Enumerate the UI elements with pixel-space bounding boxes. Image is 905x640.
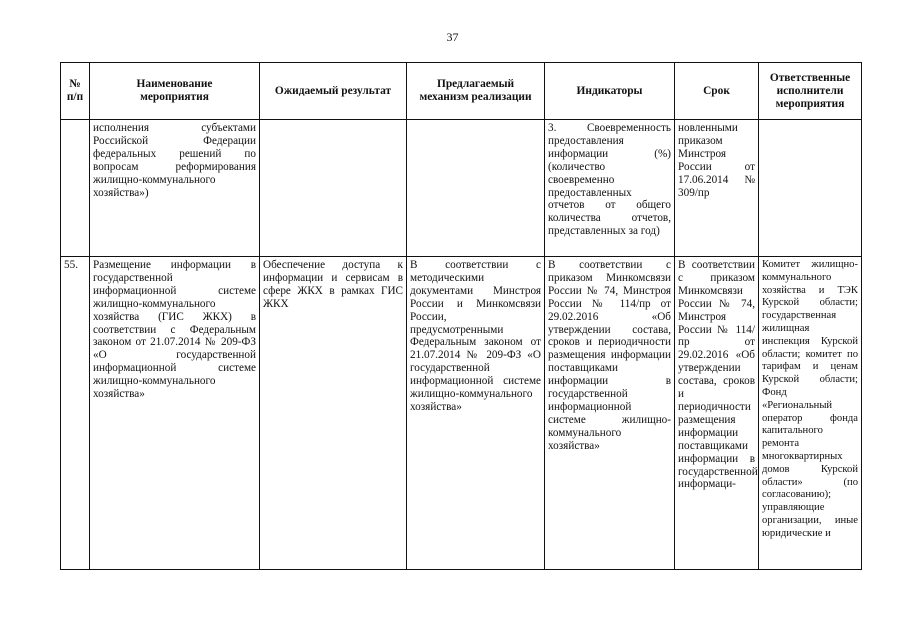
row-number: 55. <box>61 257 90 570</box>
header-indicators: Индикаторы <box>545 63 675 120</box>
row-indicators: 3. Своевременность предоставления информации (%) (количество своевременно предоставленных отчетов от общего количества отчетов, представленных за год) <box>545 120 675 257</box>
header-result: Ожидаемый результат <box>260 63 407 120</box>
header-term: Срок <box>675 63 759 120</box>
page-number: 37 <box>446 30 459 44</box>
row-name: Размещение информации в государственной информационной системе жилищно-коммунального хозяйства (ГИС ЖКХ) в соответствии с Федеральным законом от 21.07.2014 № 209-ФЗ «О государственной информационной системе жилищно-коммунального хозяйства» <box>90 257 260 570</box>
row-responsible <box>759 120 862 257</box>
row-mechanism: В соответствии с методическими документами Минстроя России и Минкомсвязи России, предусмотренными Федеральным законом от 21.07.2014 № 209-ФЗ «О государственной информационной системе жилищно-коммунального хозяйства» <box>407 257 545 570</box>
row-number <box>61 120 90 257</box>
table-row <box>61 257 862 570</box>
row-term: В соответствии с приказом Минкомсвязи России № 74, Минстроя России № 114/пр от 29.02.2016 «Об утверждении состава, сроков и периодичности размещения информации поставщиками информации в государственной информаци- <box>675 257 759 570</box>
measures-table <box>60 62 862 570</box>
table-row <box>61 120 862 257</box>
row-indicators: В соответствии с приказом Минкомсвязи России № 74, Минстроя России № 114/пр от 29.02.2016 «Об утверждении состава, сроков и периодичности размещения информации поставщиками информации в государственной информационной системе жилищно-коммунального хозяйства» <box>545 257 675 570</box>
table-header-row <box>61 63 862 120</box>
header-mechanism: Предлагаемый механизм реализации <box>407 63 545 120</box>
header-responsible: Ответственные исполнители мероприятия <box>759 63 862 120</box>
header-number: № п/п <box>61 63 90 120</box>
row-term: новленными приказом Минстроя России от 17.06.2014 № 309/пр <box>675 120 759 257</box>
row-result <box>260 120 407 257</box>
header-name: Наименование мероприятия <box>90 63 260 120</box>
row-responsible: Комитет жилищно-коммунального хозяйства и ТЭК Курской области; государственная жилищная инспекция Курской области; комитет по тарифам и ценам Курской области; Фонд «Региональный оператор фонда капитального ремонта многоквартирных домов Курской области» (по согласованию); управляющие организации, иные юридические и <box>759 257 862 570</box>
row-mechanism <box>407 120 545 257</box>
row-name: исполнения субъектами Российской Федерации федеральных решений по вопросам реформирования жилищно-коммунального хозяйства») <box>90 120 260 257</box>
row-result: Обеспечение доступа к информации и сервисам в сфере ЖКХ в рамках ГИС ЖКХ <box>260 257 407 570</box>
